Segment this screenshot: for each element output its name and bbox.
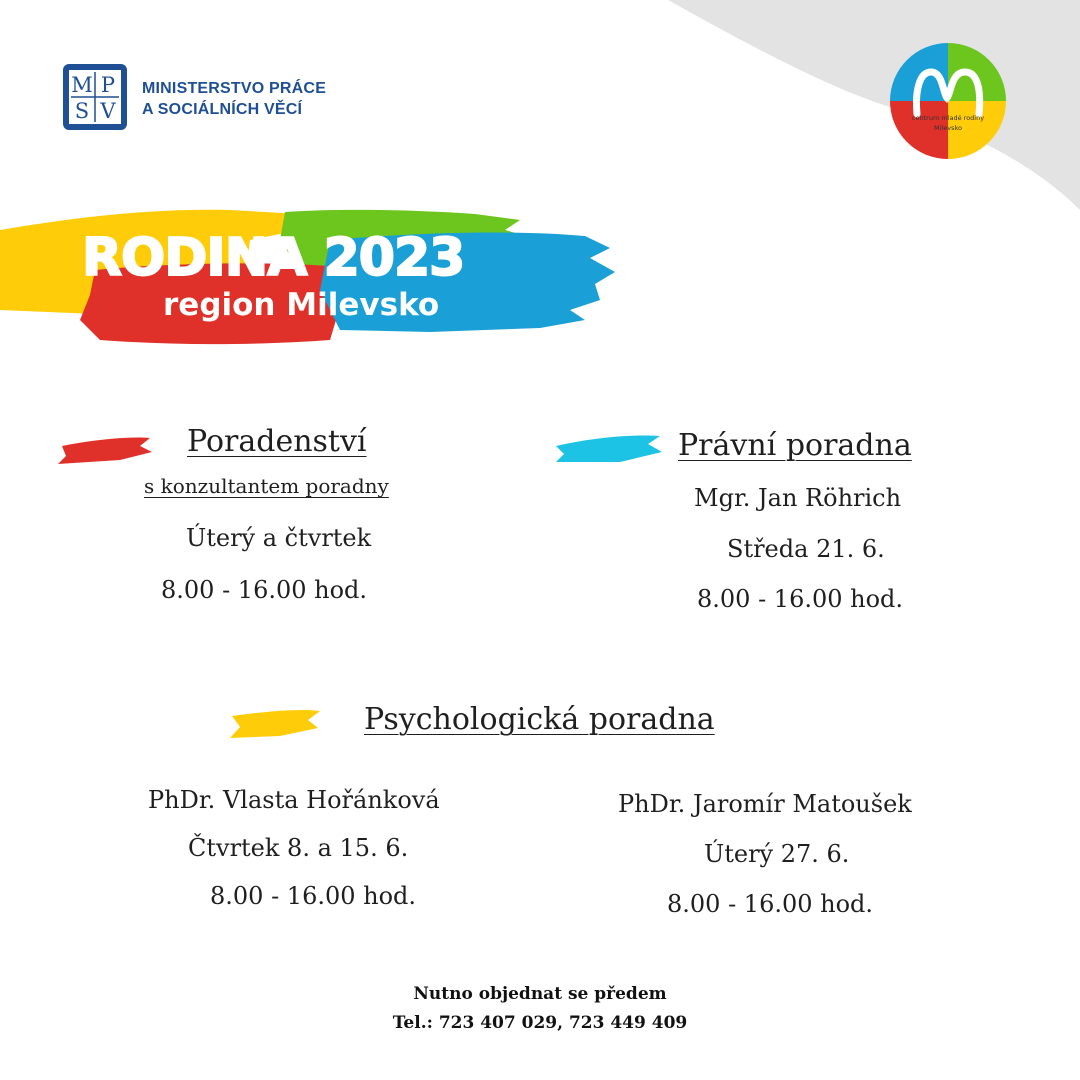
psych-left-person: PhDr. Vlasta Hořánková xyxy=(148,786,440,814)
pravni-heading: Právní poradna xyxy=(678,428,912,463)
ministry-logo-letter-v: V xyxy=(100,99,116,123)
ministry-logo-letter-m: M xyxy=(71,73,93,97)
banner-subtitle: region Milevsko xyxy=(163,287,440,323)
pravni-hours: 8.00 - 16.00 hod. xyxy=(697,585,904,613)
psych-left-hours: 8.00 - 16.00 hod. xyxy=(210,882,417,910)
pravni-date: Středa 21. 6. xyxy=(727,535,885,563)
ministry-name xyxy=(142,78,326,120)
footer-note: Nutno objednat se předem xyxy=(413,984,667,1004)
psych-left-date: Čtvrtek 8. a 15. 6. xyxy=(188,834,409,862)
pravni-person: Mgr. Jan Röhrich xyxy=(694,484,902,512)
poradenstvi-hours: 8.00 - 16.00 hod. xyxy=(161,576,368,604)
center-logo xyxy=(889,42,1007,160)
psych-right-hours: 8.00 - 16.00 hod. xyxy=(667,890,874,918)
footer-phone: Tel.: 723 407 029, 723 449 409 xyxy=(392,1013,688,1033)
psych-right-date: Úterý 27. 6. xyxy=(704,840,850,868)
poradenstvi-subheading: s konzultantem poradny xyxy=(144,474,389,498)
poradenstvi-heading: Poradenství xyxy=(187,424,367,459)
poradenstvi-days: Úterý a čtvrtek xyxy=(186,524,372,552)
ministry-logo xyxy=(62,63,128,131)
center-logo-text-line1: centrum mladé rodiny xyxy=(911,114,985,122)
ministry-logo-letter-p: P xyxy=(100,73,116,97)
center-logo-text-line2: Milevsko xyxy=(934,124,962,132)
psychologicka-heading: Psychologická poradna xyxy=(364,702,715,737)
ministry-logo-letter-s: S xyxy=(74,99,90,123)
psych-right-person: PhDr. Jaromír Matoušek xyxy=(618,790,912,818)
ministry-name-line2: A SOCIÁLNÍCH VĚCÍ xyxy=(142,101,303,118)
ministry-name-line1: MINISTERSTVO PRÁCE xyxy=(142,80,327,97)
banner-title: RODINA 2023 xyxy=(82,228,465,288)
